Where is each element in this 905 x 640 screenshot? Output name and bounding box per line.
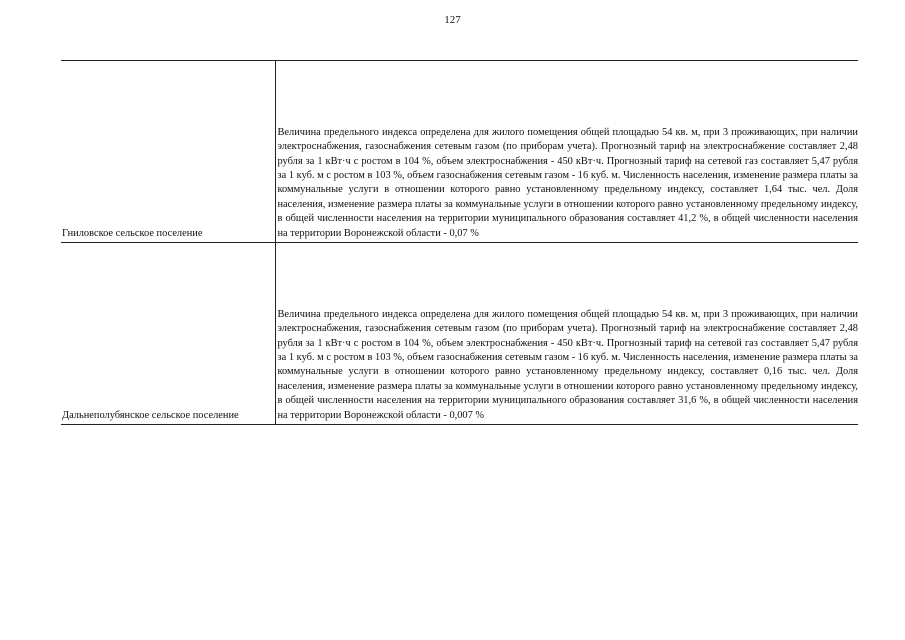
- page-number: 127: [444, 14, 461, 26]
- settlement-name-cell: Гниловское сельское поселение: [61, 61, 275, 243]
- index-description-text: Величина предельного индекса определена для жилого помещения общей площадью 54 кв. м, при 3 проживающих, при наличии электроснабжения, газоснабжения сетевым газом (по приборам учета). Прогнозный тариф на электроснабжение составляет 2,48 рубля за 1 кВт·ч с ростом в 104 %, объем электроснабжения - 450 кВт·ч. Прогнозный тариф на сетевой газ составляет 5,47 рубля за 1 куб. м с ростом в 103 %, объем газоснабжения сетевым газом - 16 куб. м. Численность населения, изменение размера платы за коммунальные услуги в отношении которого равно установленному предельному индексу, составляет 1,64 тыс. чел. Доля населения, изменение размера платы за коммунальные услуги в отношении которого равно установленному предельному индексу, в общей численности населения на территории муниципального образования составляет 41,2 %, в общей численности населения на территории Воронежской области - 0,07 %: [277, 126, 858, 239]
- table-row: [61, 243, 858, 425]
- index-description-text: Величина предельного индекса определена для жилого помещения общей площадью 54 кв. м, при 3 проживающих, при наличии электроснабжения, газоснабжения сетевым газом (по приборам учета). Прогнозный тариф на электроснабжение составляет 2,48 рубля за 1 кВт·ч с ростом в 104 %, объем электроснабжения - 450 кВт·ч. Прогнозный тариф на сетевой газ составляет 5,47 рубля за 1 куб. м с ростом в 103 %, объем газоснабжения сетевым газом - 16 куб. м. Численность населения, изменение размера платы за коммунальные услуги в отношении которого равно установленному предельному индексу, составляет 0,16 тыс. чел. Доля населения, изменение размера платы за коммунальные услуги в отношении которого равно установленному предельному индексу, в общей численности населения на территории муниципального образования составляет 31,6 %, в общей численности населения на территории Воронежской области - 0,007 %: [277, 308, 858, 421]
- settlement-name-cell: Дальнеполубянское сельское поселение: [61, 243, 275, 425]
- tariff-index-table: [61, 60, 858, 425]
- index-description-cell: [275, 61, 858, 243]
- index-description-cell: [275, 243, 858, 425]
- table-row: [61, 61, 858, 243]
